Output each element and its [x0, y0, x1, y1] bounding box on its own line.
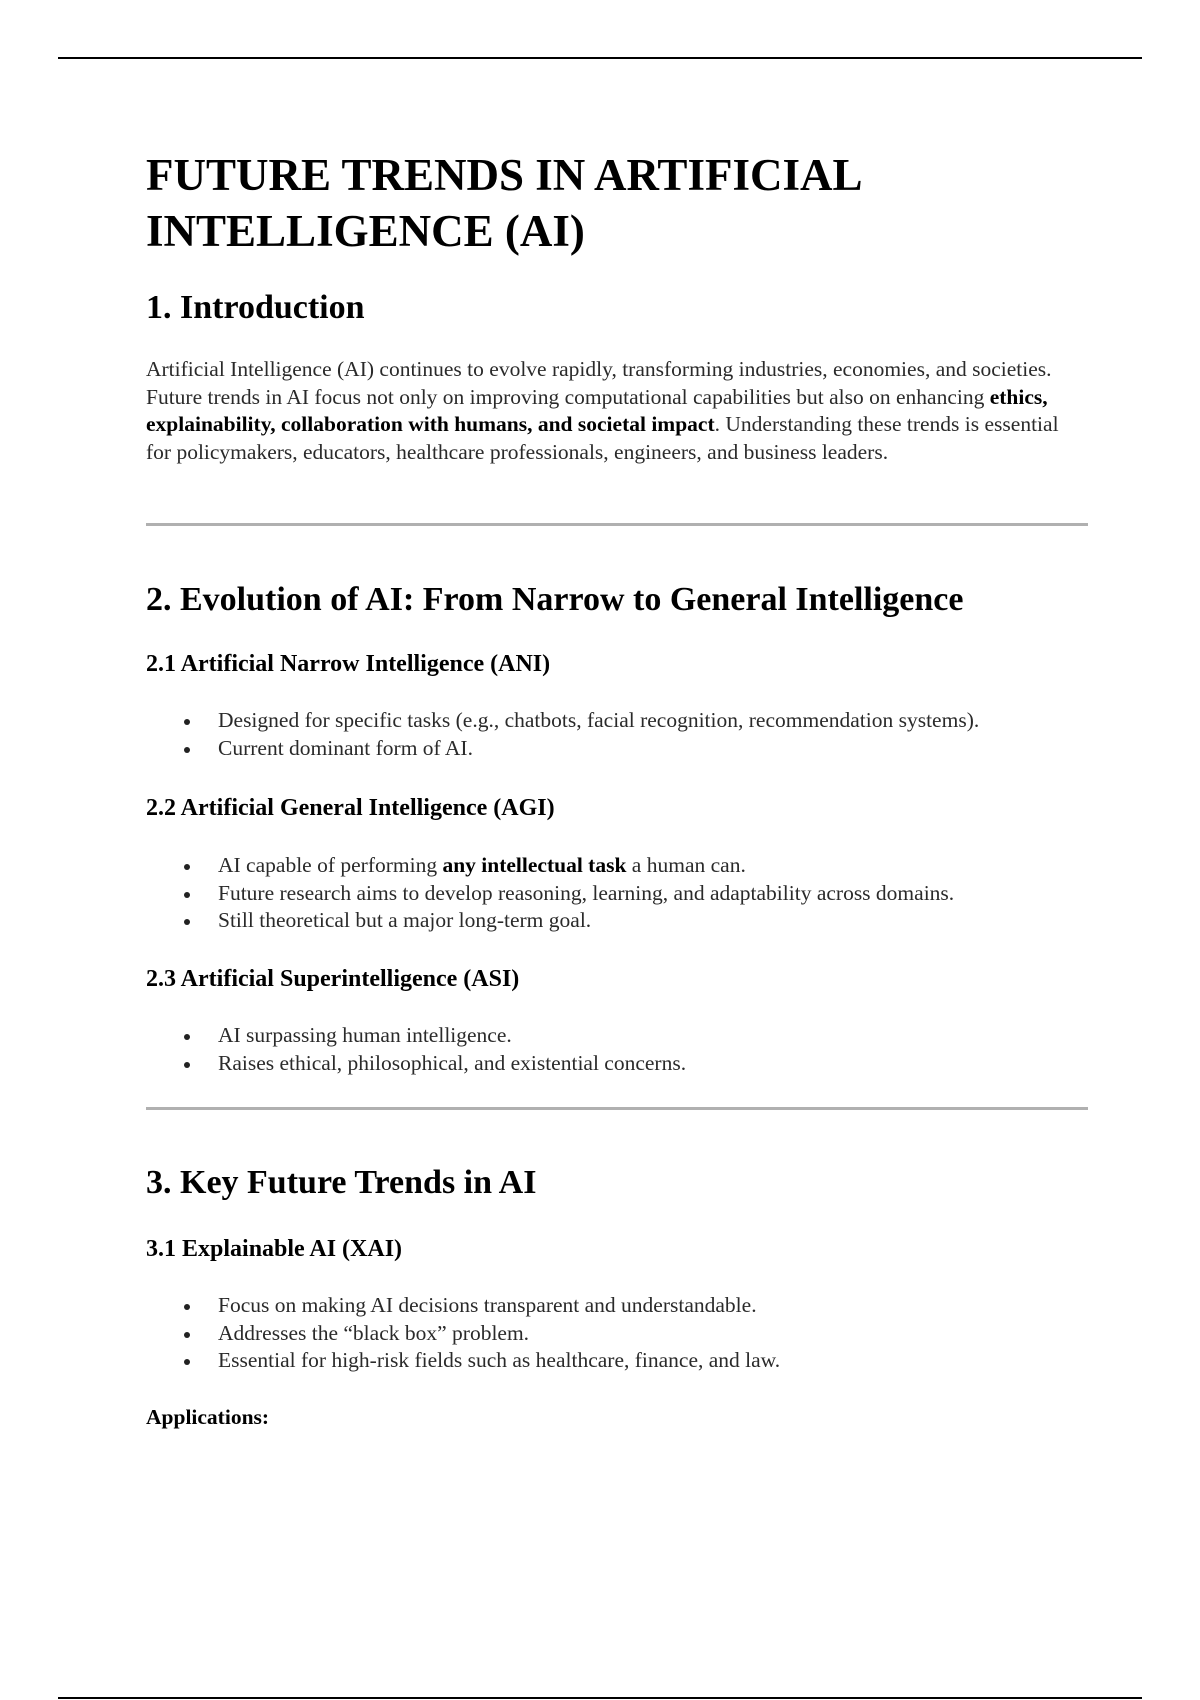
list-item-text: Focus on making AI decisions transparent and understandable. — [218, 1293, 757, 1317]
page-bottom-rule — [58, 1697, 1142, 1699]
bullet-dot-icon — [184, 1062, 190, 1068]
agi-bullet-list — [146, 852, 1088, 935]
list-item-emphasis: any intellectual task — [442, 853, 627, 877]
section-heading-evolution: 2. Evolution of AI: From Narrow to General Intelligence — [146, 581, 964, 618]
list-item-text: AI capable of performing — [218, 853, 443, 877]
list-item — [146, 852, 1088, 880]
intro-text-end: . Understanding these trends is essential for policymakers, educators, healthcare professionals, engineers, and business leaders. — [146, 412, 1059, 464]
bullet-dot-icon — [184, 892, 190, 898]
applications-label: Applications: — [146, 1405, 270, 1429]
subsection-heading-xai: 3.1 Explainable AI (XAI) — [146, 1236, 403, 1262]
list-item — [146, 880, 1088, 908]
intro-text-start: Artificial Intelligence (AI) continues to evolve rapidly, transforming industries, economies, and societies. Future trends in AI focus not only on improving computational capabilities but also on enhancing — [146, 357, 1052, 409]
list-item-text: Still theoretical but a major long-term goal. — [218, 908, 592, 932]
list-item — [146, 1292, 1088, 1320]
bullet-dot-icon — [184, 919, 190, 925]
bullet-dot-icon — [184, 864, 190, 870]
list-item-text: Raises ethical, philosophical, and existential concerns. — [218, 1050, 687, 1075]
bullet-dot-icon — [184, 747, 190, 753]
introduction-paragraph — [146, 356, 1088, 466]
list-item-text: Future research aims to develop reasoning, learning, and adaptability across domains. — [218, 880, 955, 905]
list-item-text: AI surpassing human intelligence. — [218, 1023, 512, 1047]
list-item — [146, 1320, 1088, 1348]
list-item — [146, 1022, 1088, 1050]
section-heading-introduction: 1. Introduction — [146, 289, 365, 326]
ani-bullet-list — [146, 707, 1088, 762]
xai-bullet-list — [146, 1292, 1088, 1375]
list-item-text: a human can. — [626, 853, 746, 877]
intro-text-emphasis: ethics, explainability, collaboration with humans, and societal impact — [146, 384, 1048, 436]
section-divider — [146, 1107, 1088, 1110]
list-item — [146, 707, 1088, 735]
section-divider — [146, 523, 1088, 526]
page-top-rule — [58, 57, 1142, 59]
list-item-text: Designed for specific tasks (e.g., chatbots, facial recognition, recommendation systems). — [218, 708, 980, 732]
list-item-text: Essential for high-risk fields such as healthcare, finance, and law. — [218, 1348, 781, 1372]
bullet-dot-icon — [184, 1359, 190, 1365]
list-item — [146, 735, 1088, 763]
document-title: FUTURE TRENDS IN ARTIFICIAL INTELLIGENCE (AI) — [146, 150, 861, 256]
list-item-text: Addresses the “black box” problem. — [218, 1320, 530, 1345]
bullet-dot-icon — [184, 719, 190, 725]
list-item — [146, 1347, 1088, 1375]
section-heading-trends: 3. Key Future Trends in AI — [146, 1164, 537, 1201]
subsection-heading-asi: 2.3 Artificial Superintelligence (ASI) — [146, 966, 520, 992]
list-item — [146, 1050, 1088, 1078]
subsection-heading-agi: 2.2 Artificial General Intelligence (AGI) — [146, 795, 555, 821]
asi-bullet-list — [146, 1022, 1088, 1077]
bullet-dot-icon — [184, 1304, 190, 1310]
list-item — [146, 907, 1088, 935]
bullet-dot-icon — [184, 1332, 190, 1338]
subsection-heading-ani: 2.1 Artificial Narrow Intelligence (ANI) — [146, 651, 551, 677]
list-item-text: Current dominant form of AI. — [218, 735, 473, 760]
bullet-dot-icon — [184, 1034, 190, 1040]
